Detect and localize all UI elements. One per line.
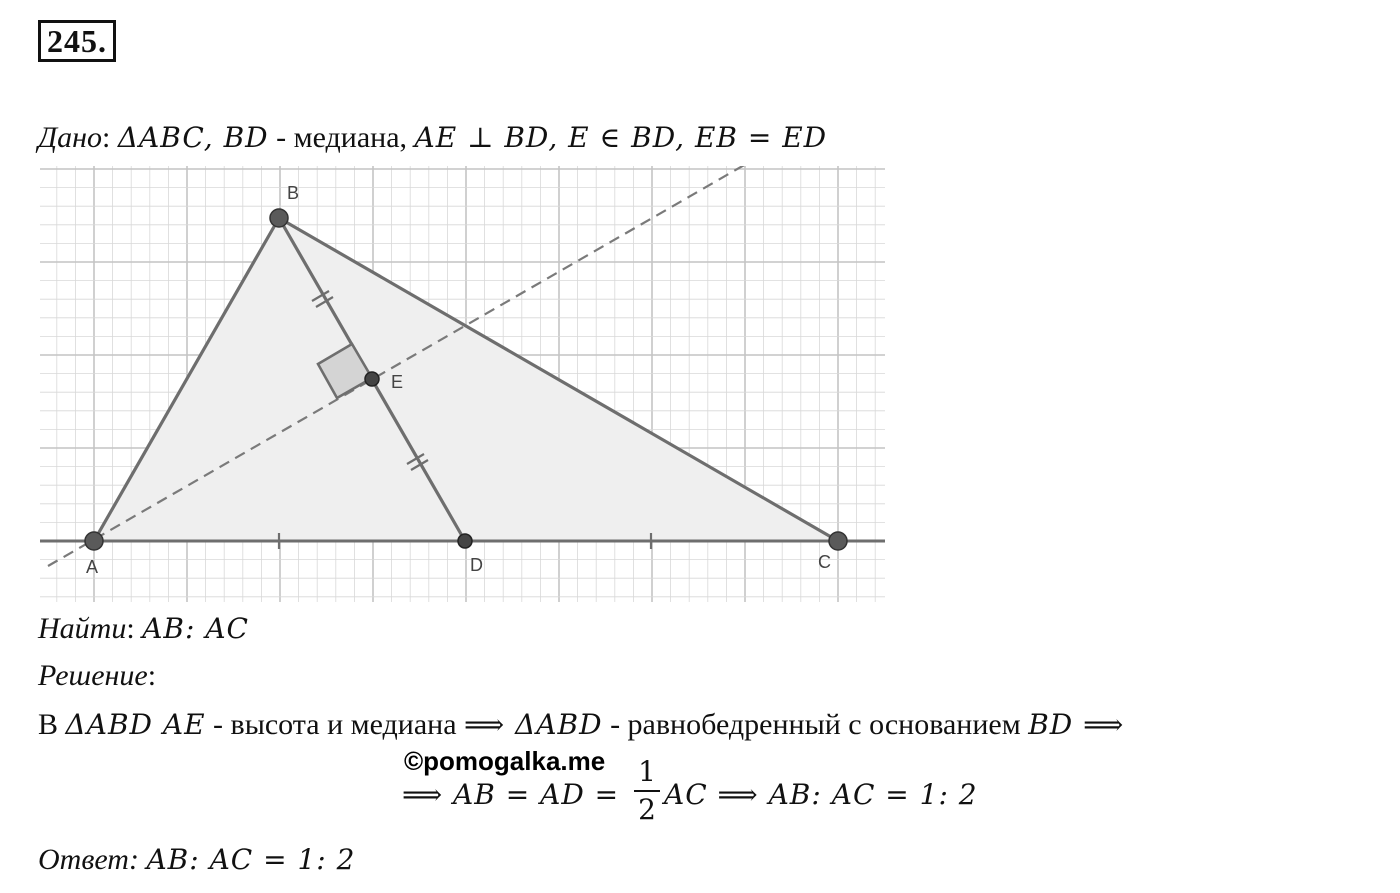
point-b: [270, 209, 288, 227]
find-math: AB: AC: [142, 612, 249, 645]
find-colon: :: [126, 612, 135, 645]
solution-step-2-left: [402, 777, 619, 814]
solution-label: Решение: [38, 659, 148, 692]
point-d: [458, 534, 472, 548]
geometry-figure: [40, 166, 888, 602]
given-text-1: - медиана,: [268, 121, 415, 154]
solution-step-1: [38, 707, 1124, 743]
find-label: Найти: [38, 612, 127, 645]
label-e: E: [391, 372, 404, 392]
given-colon: :: [101, 121, 111, 154]
step2-math-right: AC ⟹ AB: AC = 1: 2: [664, 778, 978, 811]
step2-math-left: ⟹ AB = AD =: [402, 778, 620, 811]
watermark: ©pomogalka.me: [404, 746, 606, 776]
point-c: [829, 532, 847, 550]
label-c: C: [818, 552, 831, 572]
answer-math: AB: AC = 1: 2: [146, 843, 356, 876]
answer-line: [38, 842, 355, 878]
fraction-numerator: 1: [638, 755, 656, 788]
answer-label: Ответ:: [38, 843, 139, 876]
solution-step-2-right: [664, 777, 978, 814]
fraction-one-half: [634, 755, 660, 827]
solution-line: [38, 658, 156, 694]
point-e: [365, 372, 379, 386]
label-b: B: [287, 183, 300, 203]
step1-math-2: ⟹ ΔABD: [464, 708, 603, 741]
fraction-bar: [634, 790, 660, 792]
step1-math-1: ΔABD AE: [65, 708, 206, 741]
step1-text-2: - высота и медиана: [205, 708, 465, 741]
step1-math-3: BD ⟹: [1028, 708, 1125, 741]
label-d: D: [470, 555, 483, 575]
solution-colon: :: [147, 659, 157, 692]
step1-text-1: В: [38, 708, 66, 741]
given-label: Дано: [38, 121, 102, 154]
given-math-1: ΔABC, BD: [117, 121, 269, 154]
label-a: A: [86, 557, 99, 577]
step1-text-3: - равнобедренный с основанием: [602, 708, 1029, 741]
problem-number: 245.: [38, 20, 116, 62]
find-line: [38, 611, 249, 647]
point-a: [85, 532, 103, 550]
fraction-denominator: 2: [638, 793, 656, 826]
given-math-2: AE ⊥ BD, E ∈ BD, EB = ED: [414, 121, 828, 154]
given-line: [38, 120, 827, 156]
